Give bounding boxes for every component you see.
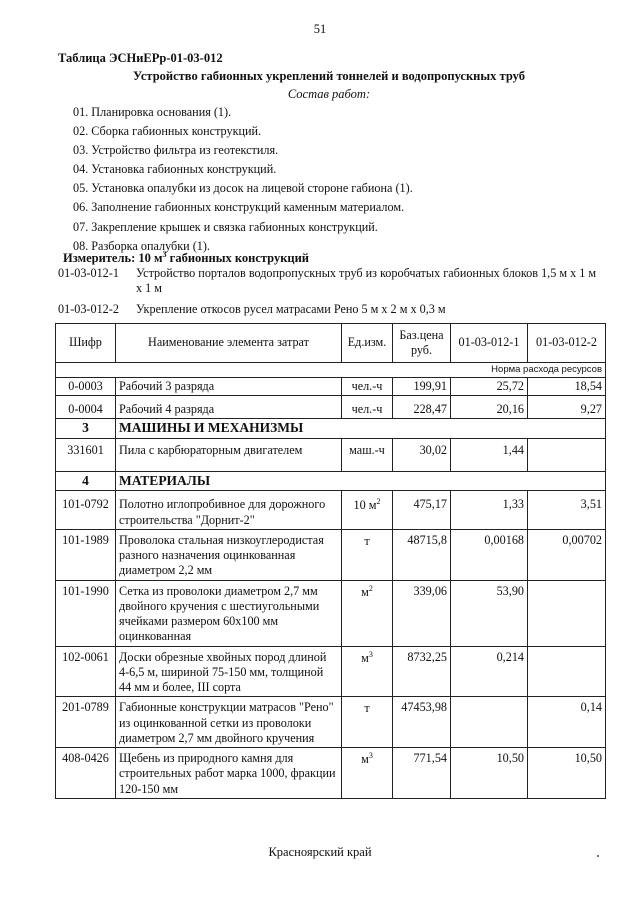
cell-unit: чел.-ч [342, 377, 393, 395]
cell-name: Доски обрезные хвойных пород длиной 4-6,5 м, шириной 75-150 мм, толщиной 44 мм и более, III сорта [116, 646, 342, 697]
measure-sup: 3 [162, 250, 167, 259]
page-number: 51 [313, 22, 327, 36]
cell-name: Габионные конструкции матрасов "Рено" из оцинкованной сетки из проволоки диаметром 2,7 мм двойного кручения [116, 697, 342, 748]
code-desc: Укрепление откосов русел матрасами Рено 5 м х 2 м х 0,3 м [136, 301, 446, 316]
cell-value-2: 9,27 [528, 396, 606, 419]
norm-label: Норма расхода ресурсов [56, 363, 606, 378]
table-row [56, 491, 606, 530]
cell-unit [342, 580, 393, 646]
operation-item: 05. Установка опалубки из досок на лицевой стороне габиона (1). [73, 181, 413, 196]
cell-value-2: 0,14 [528, 697, 606, 748]
cell-unit: чел.-ч [342, 396, 393, 419]
composition-title: Состав работ: [287, 87, 371, 101]
resource-table [55, 323, 606, 799]
operations-list [73, 103, 413, 256]
unit-text: т [364, 701, 370, 716]
cell-code: 331601 [56, 439, 116, 471]
table-row [56, 580, 606, 646]
table-subtitle: Устройство габионных укреплений тоннелей и водопропускных труб [133, 69, 525, 83]
operation-item: 02. Сборка габионных конструкций. [73, 124, 262, 139]
norm-row [56, 363, 606, 378]
cell-value-1: 25,72 [451, 377, 528, 395]
cell-name: Рабочий 3 разряда [116, 377, 342, 395]
cell-price: 199,91 [393, 377, 451, 395]
section-row [56, 419, 606, 439]
cell-unit [342, 529, 393, 580]
footer-region: Красноярский край [268, 845, 372, 859]
cell-name: Пила с карбюраторным двигателем [116, 439, 342, 471]
table-row [56, 529, 606, 580]
operation-item: 06. Заполнение габионных конструкций каменным материалом. [73, 200, 405, 215]
code-descriptions [58, 266, 603, 322]
cell-value-2: 0,00702 [528, 529, 606, 580]
table-row [56, 697, 606, 748]
measure-suffix: габионных конструкций [166, 251, 309, 266]
cell-name: Рабочий 4 разряда [116, 396, 342, 419]
code-id: 01-03-012-2 [58, 301, 119, 316]
table-row [56, 439, 606, 471]
table-row [56, 377, 606, 395]
section-number: 3 [56, 419, 116, 439]
cell-name: Полотно иглопробивное для дорожного строительства "Дорнит-2" [116, 491, 342, 530]
cell-price: 771,54 [393, 748, 451, 799]
cell-name: Щебень из природного камня для строительных работ марка 1000, фракции 120-150 мм [116, 748, 342, 799]
header-name: Наименование элемента затрат [116, 324, 342, 363]
unit-sup: 2 [368, 583, 373, 593]
header-unit: Ед.изм. [342, 324, 393, 363]
cell-value-1: 20,16 [451, 396, 528, 419]
table-row [56, 396, 606, 419]
code-desc: Устройство порталов водопропускных труб из коробчатых габионных блоков 1,5 м х 1 м х 1 м [136, 266, 597, 296]
measure-line [63, 250, 309, 267]
code-id: 01-03-012-1 [58, 266, 119, 280]
cell-unit [342, 748, 393, 799]
unit-text: 10 м [353, 498, 377, 513]
operation-item: 03. Устройство фильтра из геотекстиля. [73, 143, 279, 158]
cell-price: 48715,8 [393, 529, 451, 580]
cell-value-2: 3,51 [528, 491, 606, 530]
table-header-row [56, 324, 606, 363]
cell-code: 102-0061 [56, 646, 116, 697]
cell-name: Сетка из проволоки диаметром 2,7 мм двойного кручения с шестиугольными ячейками размером 60х100 мм оцинкованная [116, 580, 342, 646]
cell-price: 8732,25 [393, 646, 451, 697]
operation-item: 01. Планировка основания (1). [73, 105, 232, 119]
cell-value-1: 0,214 [451, 646, 528, 697]
cell-price: 30,02 [393, 439, 451, 471]
header-col2: 01-03-012-2 [528, 324, 606, 363]
cell-value-1: 10,50 [451, 748, 528, 799]
cell-unit [342, 646, 393, 697]
unit-sup: 3 [368, 649, 373, 659]
cell-price: 228,47 [393, 396, 451, 419]
unit-text: м [361, 584, 369, 599]
section-row [56, 471, 606, 491]
cell-code: 101-1990 [56, 580, 116, 646]
unit-sup: 2 [376, 497, 381, 507]
cell-code: 201-0789 [56, 697, 116, 748]
section-title: МАШИНЫ И МЕХАНИЗМЫ [116, 419, 606, 439]
code-row [58, 302, 603, 317]
cell-unit [342, 697, 393, 748]
unit-text: м [361, 650, 369, 665]
code-row [58, 266, 603, 297]
cell-value-2 [528, 646, 606, 697]
cell-code: 408-0426 [56, 748, 116, 799]
unit-text: т [364, 533, 370, 548]
operation-item: 07. Закрепление крышек и связка габионных конструкций. [73, 219, 378, 234]
unit-sup: 3 [368, 751, 373, 761]
cell-value-1: 1,44 [451, 439, 528, 471]
header-code: Шифр [56, 324, 116, 363]
cell-value-1 [451, 697, 528, 748]
table-row [56, 646, 606, 697]
cell-name: Проволока стальная низкоуглеродистая разного назначения оцинкованная диаметром 2,2 мм [116, 529, 342, 580]
section-number: 4 [56, 471, 116, 491]
unit-text: м [361, 752, 369, 767]
cell-unit [342, 491, 393, 530]
cell-value-1: 0,00168 [451, 529, 528, 580]
header-price: Баз.цена руб. [393, 324, 451, 363]
measure-prefix: Измеритель: 10 м [63, 251, 163, 266]
cell-value-2 [528, 580, 606, 646]
cell-code: 0-0004 [56, 396, 116, 419]
cell-value-2: 10,50 [528, 748, 606, 799]
cell-value-1: 1,33 [451, 491, 528, 530]
table-title: Таблица ЭСНиЕРр-01-03-012 [58, 51, 223, 65]
cell-price: 339,06 [393, 580, 451, 646]
cell-value-2 [528, 439, 606, 471]
cell-price: 47453,98 [393, 697, 451, 748]
cell-value-2: 18,54 [528, 377, 606, 395]
cell-value-1: 53,90 [451, 580, 528, 646]
cell-code: 101-1989 [56, 529, 116, 580]
section-title: МАТЕРИАЛЫ [116, 471, 606, 491]
scan-dot [597, 855, 599, 857]
operation-item: 08. Разборка опалубки (1). [73, 238, 210, 253]
cell-price: 475,17 [393, 491, 451, 530]
cell-code: 0-0003 [56, 377, 116, 395]
table-row [56, 748, 606, 799]
operation-item: 04. Установка габионных конструкций. [73, 162, 277, 177]
header-col1: 01-03-012-1 [451, 324, 528, 363]
cell-unit: маш.-ч [342, 439, 393, 471]
cell-code: 101-0792 [56, 491, 116, 530]
